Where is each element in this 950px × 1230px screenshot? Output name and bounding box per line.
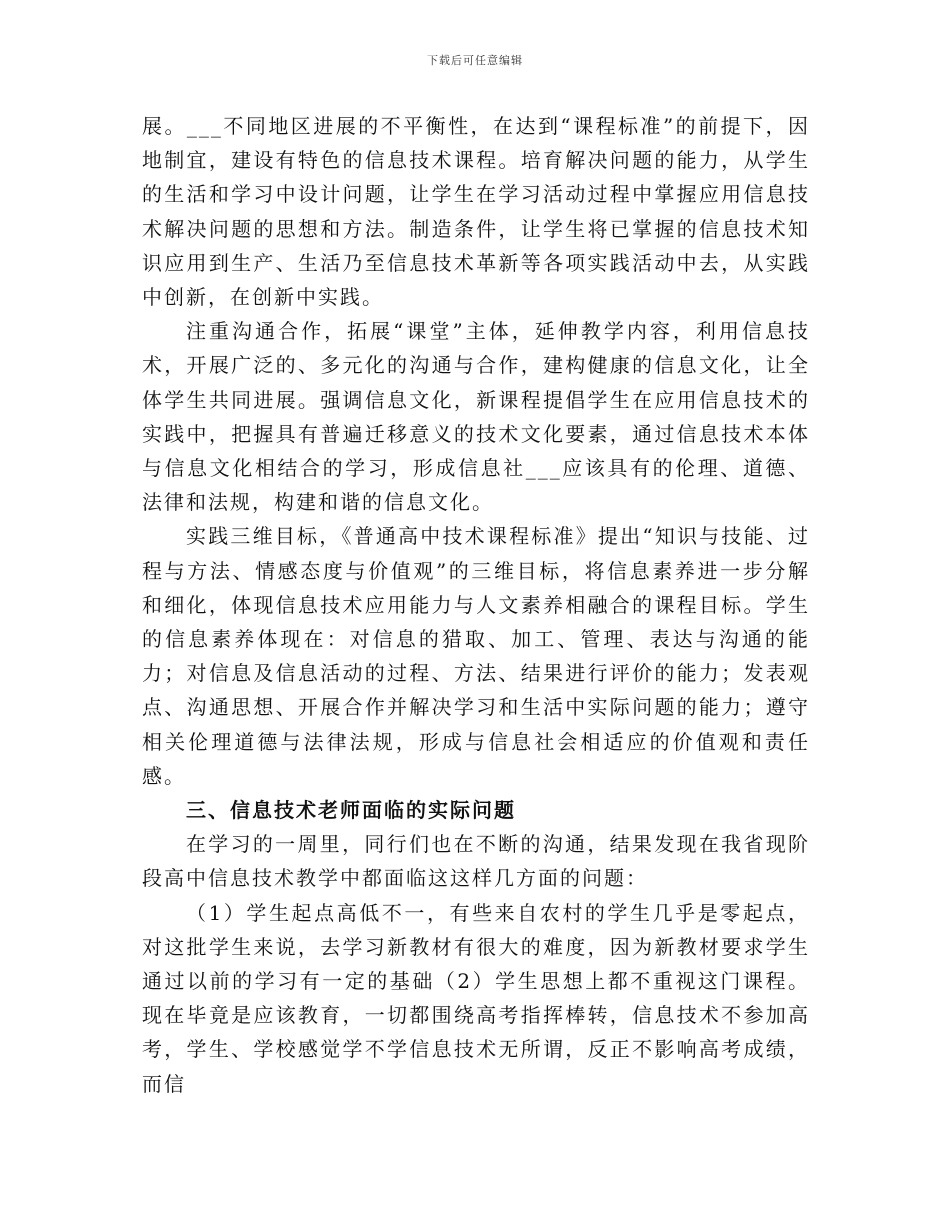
paragraph-continuation: 展。___不同地区进展的不平衡性，在达到“课程标准”的前提下，因地制宜，建设有特色的信息技术课程。培育解决问题的能力，从学生的生活和学习中设计问题，让学生在学习活动过程中掌握应用信息技术解决问题的思想和方法。制造条件，让学生将已掌握的信息技术知识应用到生产、生活乃至信息技术革新等各项实践活动中去，从实践中创新，在创新中实践。 [142,114,810,310]
document-body [142,109,810,1101]
paragraph-problems-list: （1）学生起点高低不一，有些来自农村的学生几乎是零起点，对这批学生来说，去学习新教材有很大的难度，因为新教材要求学生通过以前的学习有一定的基础（2）学生思想上都不重视这门课程。现在毕竟是应该教育，一切都围绕高考指挥棒转，信息技术不参加高考，学生、学校感觉学不学信息技术无所谓，反正不影响高考成绩，而信 [142,900,810,1096]
paragraph-problems-intro: 在学习的一周里，同行们也在不断的沟通，结果发现在我省现阶段高中信息技术教学中都面临这这样几方面的问题： [142,832,810,891]
section-heading: 三、信息技术老师面临的实际问题 [186,798,516,823]
paragraph-communication-cooperation: 注重沟通合作，拓展“课堂”主体，延伸教学内容，利用信息技术，开展广泛的、多元化的沟通与合作，建构健康的信息文化，让全体学生共同进展。强调信息文化，新课程提倡学生在应用信息技术的实践中，把握具有普遍迁移意义的技术文化要素，通过信息技术本体与信息文化相结合的学习，形成信息社___应该具有的伦理、道德、法律和法规，构建和谐的信息文化。 [142,319,810,515]
page-header-note: 下载后可任意编辑 [427,54,523,67]
paragraph-three-dimensional-goals: 实践三维目标，《普通高中技术课程标准》提出“知识与技能、过程与方法、情感态度与价值观”的三维目标，将信息素养进一步分解和细化，体现信息技术应用能力与人文素养相融合的课程目标。学生的信息素养体现在：对信息的猎取、加工、管理、表达与沟通的能力；对信息及信息活动的过程、方法、结果进行评价的能力；发表观点、沟通思想、开展合作并解决学习和生活中实际问题的能力；遵守相关伦理道德与法律法规，形成与信息社会相适应的价值观和责任感。 [142,524,810,788]
